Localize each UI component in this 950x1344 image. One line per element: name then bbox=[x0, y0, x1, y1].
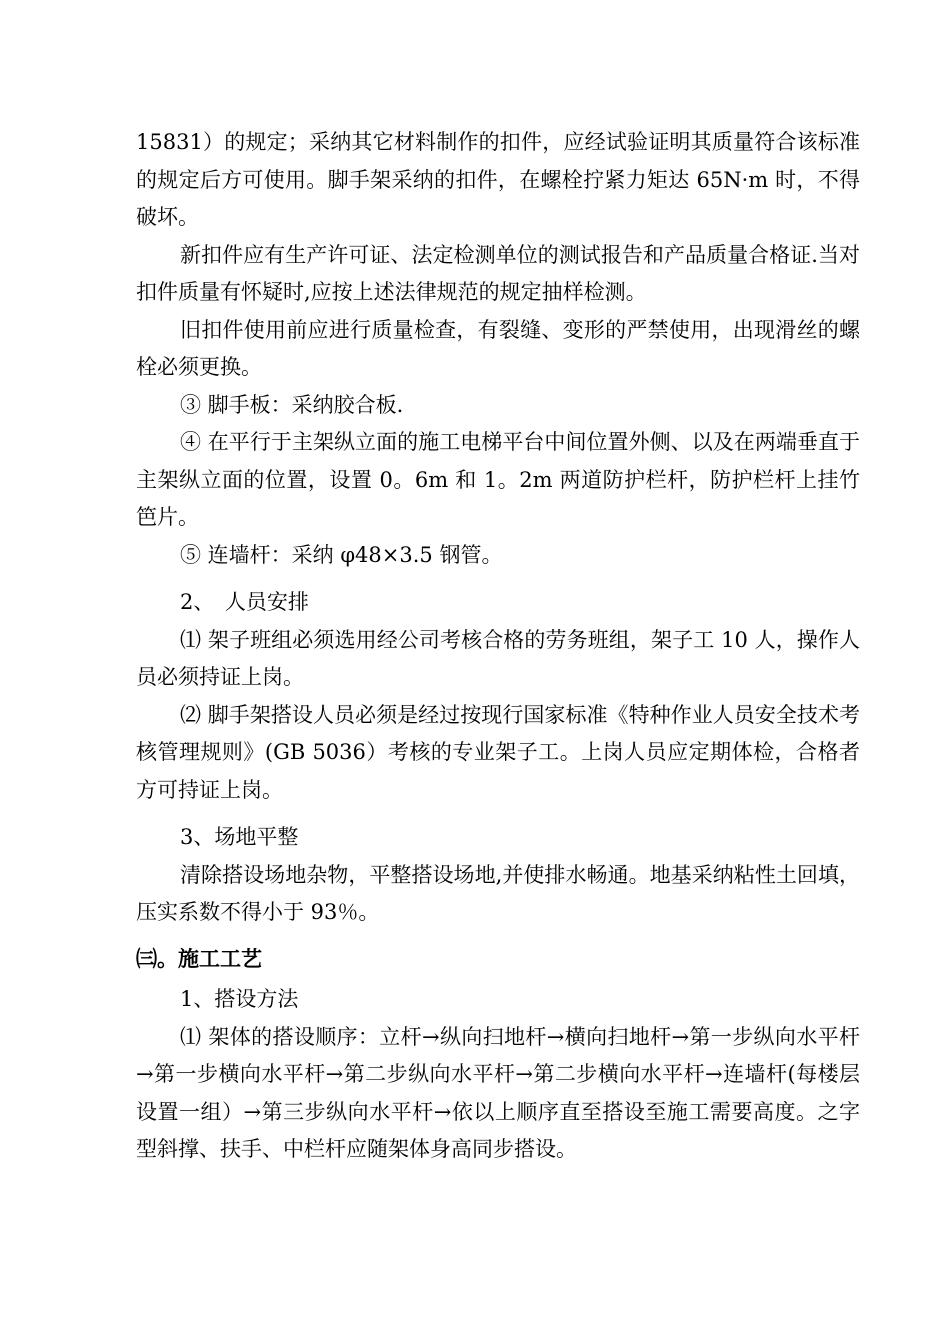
heading-erection-method: 1、搭设方法 bbox=[180, 987, 299, 1011]
paragraph-old-fasteners: 旧扣件使用前应进行质量检查，有裂缝、变形的严禁使用，出现滑丝的螺栓必须更换。 bbox=[136, 317, 860, 379]
paragraph-team-selection: ⑴ 架子班组必须选用经公司考核合格的劳务班组，架子工 10 人，操作人员必须持证上岗。 bbox=[136, 627, 860, 689]
paragraph-scaffold-board: ③ 脚手板：采纳胶合板. bbox=[180, 392, 404, 417]
paragraph-erection-sequence: ⑴ 架体的搭设顺序：立杆→纵向扫地杆→横向扫地杆→第一步纵向水平杆→第一步横向水平杆→第二步纵向水平杆→第二步横向水平杆→连墙杆(每楼层设置一组）→第三步纵向水平杆→依以上顺序直至搭设至施工需要高度。之字型斜撑、扶手、中栏杆应随架体身高同步搭设。 bbox=[136, 1024, 860, 1161]
paragraph-site-clearing: 清除搭设场地杂物，平整搭设场地,并使排水畅通。地基采纳粘性土回填，压实系数不得小于 93％。 bbox=[136, 862, 860, 924]
paragraph-guardrail: ④ 在平行于主架纵立面的施工电梯平台中间位置外侧、以及在两端垂直于主架纵立面的位置，设置 0。6m 和 1。2m 两道防护栏杆，防护栏杆上挂竹笆片。 bbox=[136, 430, 860, 529]
document-page bbox=[136, 124, 860, 1169]
paragraph-fastener-standard: 15831）的规定；采纳其它材料制作的扣件，应经试验证明其质量符合该标准的规定后方可使用。脚手架采纳的扣件，在螺栓拧紧力矩达 65N·m 时，不得破坏。 bbox=[136, 130, 860, 229]
section-title-construction-process: ㈢。施工工艺 bbox=[136, 945, 262, 971]
paragraph-erector-qualification: ⑵ 脚手架搭设人员必须是经过按现行国家标准《特种作业人员安全技术考核管理规则》(GB 5036）考核的专业架子工。上岗人员应定期体检，合格者方可持证上岗。 bbox=[136, 702, 860, 802]
paragraph-new-fasteners: 新扣件应有生产许可证、法定检测单位的测试报告和产品质量合格证.当对扣件质量有怀疑时,应按上述法律规范的规定抽样检测。 bbox=[136, 242, 860, 304]
heading-staffing: 2、 人员安排 bbox=[180, 590, 309, 614]
paragraph-wall-tie: ⑤ 连墙杆：采纳 φ48×3.5 钢管。 bbox=[180, 542, 503, 567]
heading-site-leveling: 3、场地平整 bbox=[180, 825, 299, 849]
